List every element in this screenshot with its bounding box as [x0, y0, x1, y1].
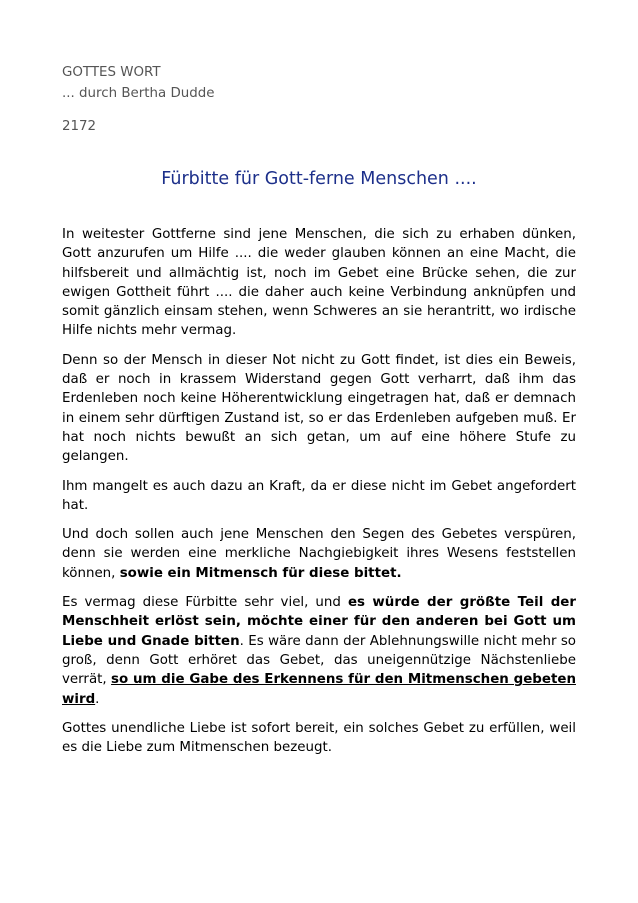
paragraph-4	[62, 525, 576, 583]
document-number: 2172	[62, 119, 97, 134]
paragraph-4-text: Und doch sollen auch jene Menschen den Segen des Gebetes verspüren, denn sie werden eine merkliche Nachgiebigkeit ihres Wesens feststellen können,	[62, 527, 576, 581]
paragraph-5	[62, 593, 576, 709]
paragraph-1: In weitester Gottferne sind jene Menschen, die sich zu erhaben dünken, Gott anzurufen um Hilfe .... die weder glauben können an eine Macht, die hilfsbereit und allmächtig ist, noch im Gebet eine Brücke sehen, die zur ewigen Gottheit führt .... die daher auch keine Verbindung anknüpfen und somit gänzlich einsam stehen, wenn Schweres an sie herantritt, wo irdische Hilfe nichts mehr vermag.	[62, 227, 576, 339]
paragraph-2: Denn so der Mensch in dieser Not nicht zu Gott findet, ist dies ein Beweis, daß er noch in krassem Widerstand gegen Gott verharrt, daß ihm das Erdenleben noch keine Höherentwicklung eingetragen hat, daß er demnach in einem sehr dürftigen Zustand ist, so er das Erdenleben aufgeben muß. Er hat noch nichts bewußt an sich getan, um auf eine höhere Stufe zu gelangen.	[62, 352, 576, 465]
page-title: Fürbitte für Gott-ferne Menschen ....	[161, 169, 477, 189]
author-line: ... durch Bertha Dudde	[62, 86, 215, 101]
paragraph-5-underlined-emphasis: so um die Gabe des Erkennens für den Mitmenschen gebeten wird	[62, 672, 576, 707]
paragraph-5-emphasis: es würde der größte Teil der Menschheit erlöst sein, möchte einer für den anderen bei Gott um Liebe und Gnade bitten	[62, 595, 576, 649]
paragraph-5-text-start: Es vermag diese Fürbitte sehr viel, und	[62, 595, 348, 611]
paragraph-3: Ihm mangelt es auch dazu an Kraft, da er diese nicht im Gebet angefordert hat.	[62, 478, 576, 513]
source-heading: GOTTES WORT	[62, 65, 161, 80]
paragraph-5-text-end: .	[95, 691, 100, 707]
paragraph-6: Gottes unendliche Liebe ist sofort bereit, ein solches Gebet zu erfüllen, weil es die Liebe zum Mitmenschen bezeugt.	[62, 720, 576, 756]
paragraph-4-emphasis: sowie ein Mitmensch für diese bittet.	[119, 565, 402, 581]
paragraph-5-text-middle: . Es wäre dann der Ablehnungswille nicht mehr so groß, denn Gott erhöret das Gebet, das uneigennützige Nächstenliebe verrät,	[62, 633, 577, 688]
